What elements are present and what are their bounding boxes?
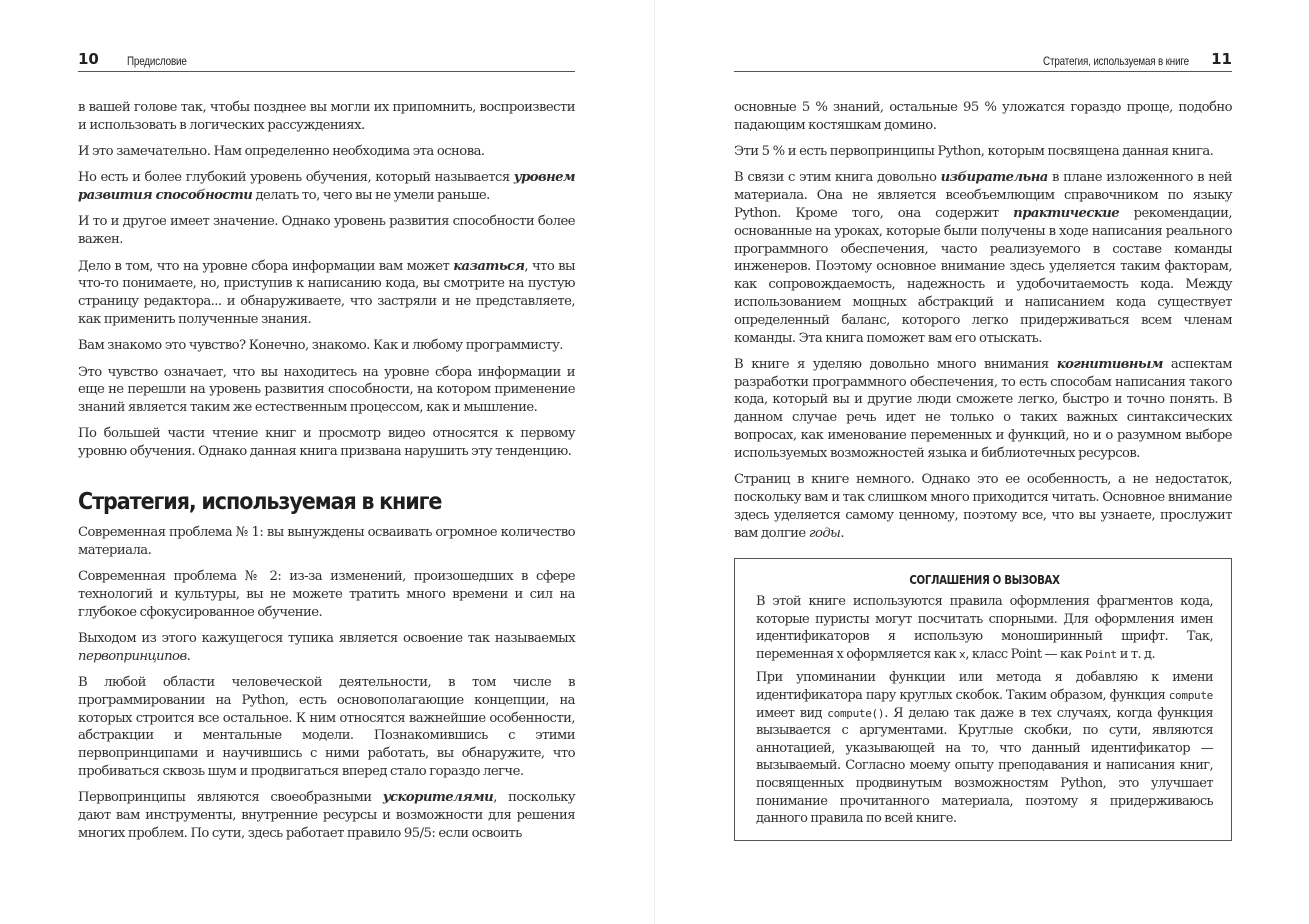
text-run: . — [186, 648, 191, 664]
text-run: , поскольку дают вам инструменты, внутренние ресурсы и возможности для решения многих проблем. По сути, здесь работает правило 95/5: если освоить — [78, 790, 575, 841]
sidebar-title: СОГЛАШЕНИЯ О ВЫЗОВАХ — [909, 573, 1060, 587]
left-page — [0, 0, 654, 924]
text-run: Первопринципы являются своеобразными — [78, 790, 383, 806]
paragraph: Вам знакомо это чувство? Конечно, знакомо. Как и любому программисту. — [78, 338, 563, 354]
paragraph: И то и другое имеет значение. Однако уровень развития способности более важен. — [78, 214, 575, 248]
page-number: 11 — [1211, 50, 1232, 68]
paragraph — [78, 630, 575, 666]
running-title: Стратегия, используемая в книге — [1043, 54, 1190, 68]
running-title: Предисловие — [126, 54, 187, 68]
paragraph: Современная проблема № 2: из-за изменений, произошедших в сфере технологий и культуры, вы не можете тратить много времени и сил на глубокое сфокусированное обучение. — [78, 568, 575, 620]
page-number: 10 — [78, 50, 99, 68]
paragraph: По большей части чтение книг и просмотр видео относятся к первому уровню обучения. Однако данная книга призвана нарушить эту тенденцию. — [78, 426, 575, 460]
text-run: и т. д. — [1116, 646, 1155, 662]
emphasis: избирательна — [940, 170, 1048, 186]
text-run: рекомендации, основанные на уроках, которые были получены в ходе написания реального программного обеспечения, часто реализуемого в составе команды инженеров. Поэтому основное внимание здесь уделяется таким факторам, как сопровождаемость, надежность и удобочитаемость кода. Между использованием мощных абстракций и написанием кода существует определенный баланс, которого легко придерживаться всем членам команды. Эта книга поможет вам его отыскать. — [734, 205, 1232, 346]
text-run: аспектам разработки программного обеспечения, то есть способам написания такого кода, который вы и другие люди сможете легко, быстро и точно понять. В данном случае речь идет не только о таких важных синтаксических вопросах, как именование переменных и функций, но и о разумном выборе используемых возможностей языка и библиотечных ресурсов. — [734, 356, 1232, 461]
paragraph — [78, 169, 575, 205]
paragraph — [78, 789, 575, 842]
text-run: В связи с этим книга довольно — [734, 170, 941, 186]
emphasis: казаться — [453, 258, 525, 274]
sidebar-paragraph — [756, 593, 1213, 663]
text-run: В этой книге используются правила оформления фрагментов кода, которые пуристы могут посчитать спорными. Для оформления имен идентификаторов я использую моноширинный шрифт. Так, переменная x оформляется как — [756, 594, 1213, 662]
paragraph: В любой области человеческой деятельности, в том числе в программировании на Python, есть основополагающие концепции, на которых строится все остальное. К ним относятся важнейшие особенности, абстракции и ментальные модели. Познакомившись с этими первопринципами и научившись с ними работать, вы обнаружите, что пробиваться сквозь шум и продвигаться вперед стало гораздо легче. — [78, 674, 575, 779]
text-run: , что вы что-то понимаете, но, приступив к написанию кода, вы смотрите на пустую страницу редактора... и обнаруживаете, что застряли и не представляете, как применить полученные знания. — [78, 258, 575, 327]
right-page-header — [734, 50, 1232, 72]
inline-code: x — [959, 647, 966, 661]
paragraph — [734, 471, 1232, 542]
text-run: имеет вид — [756, 705, 828, 721]
paragraph — [78, 258, 575, 329]
text-run: Но есть и более глубокий уровень обучения, который называется — [78, 170, 514, 186]
sidebar-paragraph — [756, 669, 1213, 827]
inline-code: compute() — [827, 706, 885, 720]
right-page — [655, 0, 1309, 924]
text-run: Выходом из этого кажущегося тупика является освоение так называемых — [78, 630, 575, 646]
left-page-header — [78, 50, 575, 72]
paragraph: в вашей голове так, чтобы позднее вы могли их припомнить, воспроизвести и использовать в логических рассуждениях. — [78, 100, 575, 133]
text-run: Страниц в книге немного. Однако это ее особенность, а не недостаток, поскольку вам и так слишком много приходится читать. Основное внимание здесь уделяется самому ценному, поэтому все, что вы узнаете, прослужит вам долгие — [734, 472, 1232, 541]
emphasis: практические — [1013, 205, 1120, 221]
paragraph — [734, 356, 1232, 463]
inline-code: compute — [1168, 688, 1213, 702]
text-run: в плане изложенного в ней материала. Она не является всеобъемлющим справочником по языку Python. Кроме того, она содержит — [734, 170, 1233, 221]
text-run: Дело в том, что на уровне сбора информации вам может — [78, 258, 454, 274]
paragraph — [734, 169, 1232, 347]
text-run: В книге я уделяю довольно много внимания — [734, 356, 1057, 372]
paragraph: Это чувство означает, что вы находитесь на уровне сбора информации и еще не перешли на уровень развития способности, на котором применение знаний является таким же естественным процессом, как и мышление. — [78, 364, 575, 416]
text-run: делать то, чего вы не умели раньше. — [252, 188, 490, 204]
emphasis: уровнем развития способности — [78, 170, 575, 204]
text-run: , класс Point — как — [965, 646, 1086, 662]
emphasis: годы — [808, 525, 841, 541]
emphasis: когнитивным — [1056, 356, 1163, 372]
paragraph: И это замечательно. Нам определенно необходима эта основа. — [78, 144, 485, 160]
sidebar-box — [734, 558, 1232, 841]
right-page-body — [734, 99, 1232, 551]
section-heading: Стратегия, используемая в книге — [78, 489, 442, 516]
paragraph: Эти 5 % и есть первопринципы Python, которым посвящена данная книга. — [734, 144, 1214, 160]
paragraph: основные 5 % знаний, остальные 95 % уложатся гораздо проще, подобно падающим костяшкам домино. — [734, 100, 1232, 133]
emphasis: ускорителями — [382, 790, 494, 806]
text-run: . — [840, 525, 844, 541]
paragraph: Современная проблема № 1: вы вынуждены осваивать огромное количество материала. — [78, 524, 575, 558]
text-run: . Я делаю так даже в тех случаях, когда функция вызывается с аргументами. Круглые скобки, по сути, являются аннотацией, указывающей на то, что данный идентификатор — вызываемый. Согласно моему опыту преподавания и написания книг, посвященных продвинутым возможностям Python, это улучшает понимание прочитанного материала, поэтому я придерживаюсь данного правила по всей книге. — [756, 705, 1213, 827]
text-run: При упоминании функции или метода я добавляю к имени идентификатора пару круглых скобок. Таким образом, функция — [756, 670, 1213, 703]
left-page-body — [78, 99, 575, 851]
inline-code: Point — [1085, 647, 1117, 661]
emphasis: первопринципов — [78, 648, 187, 664]
